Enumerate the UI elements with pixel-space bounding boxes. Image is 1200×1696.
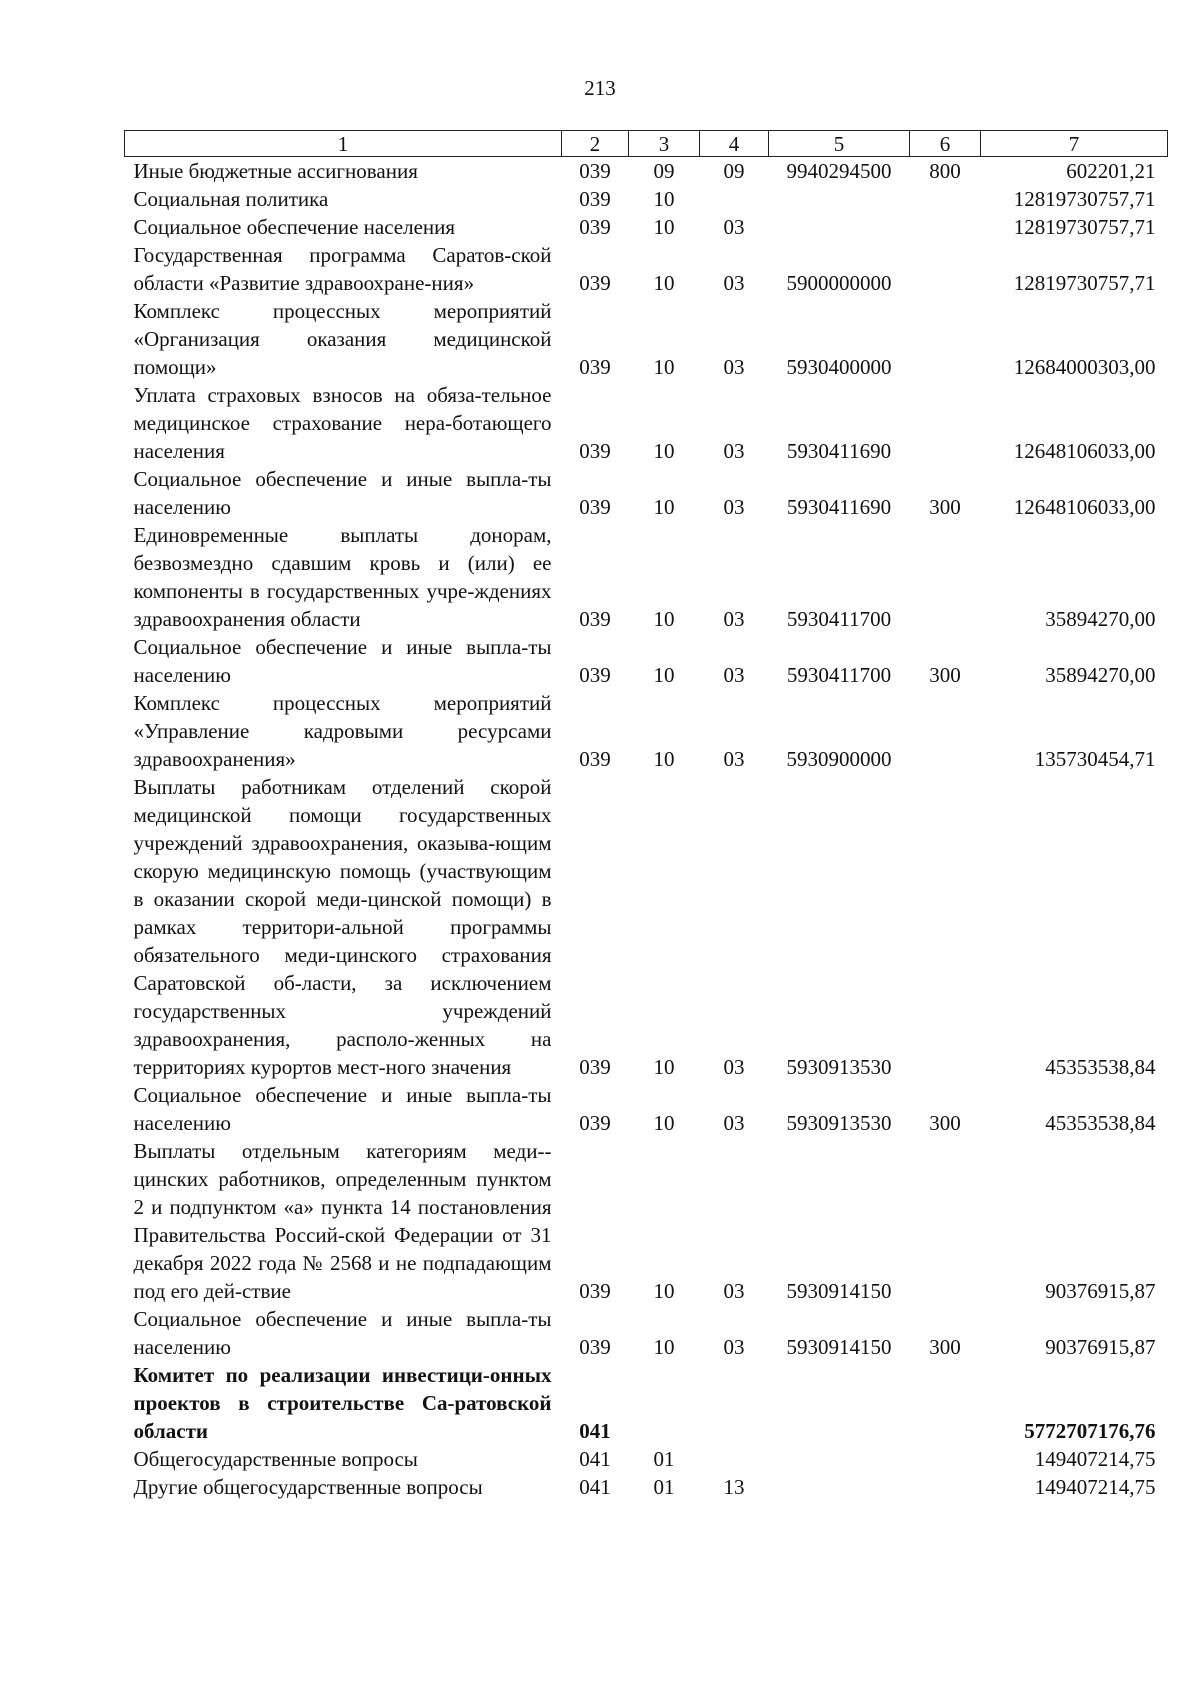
row-name-cell: Другие общегосударственные вопросы bbox=[133, 1475, 483, 1499]
column-header: 6 bbox=[910, 131, 981, 157]
amount-cell: 12819730757,71 bbox=[1013, 271, 1156, 295]
expense-type-cell bbox=[910, 1473, 981, 1501]
amount-cell: 35894270,00 bbox=[1045, 663, 1156, 687]
admin-code-cell: 039 bbox=[579, 1279, 611, 1303]
column-header: 1 bbox=[125, 131, 562, 157]
admin-code-cell: 041 bbox=[579, 1475, 611, 1499]
section-code-cell: 10 bbox=[653, 271, 675, 295]
admin-code-cell: 041 bbox=[579, 1419, 611, 1443]
admin-code-cell: 039 bbox=[579, 439, 611, 463]
admin-code-cell: 039 bbox=[579, 355, 611, 379]
table-row bbox=[125, 1473, 1168, 1501]
table-row bbox=[125, 1305, 1168, 1361]
subsection-code-cell: 03 bbox=[723, 271, 745, 295]
column-header: 3 bbox=[629, 131, 700, 157]
section-code-cell bbox=[629, 1361, 700, 1445]
table-row bbox=[125, 1361, 1168, 1445]
table-body bbox=[125, 157, 1168, 1502]
expense-type-cell bbox=[910, 521, 981, 633]
table-row bbox=[125, 381, 1168, 465]
section-code-cell: 10 bbox=[653, 747, 675, 771]
table-row bbox=[125, 185, 1168, 213]
admin-code-cell: 039 bbox=[579, 1111, 611, 1135]
target-code-cell: 5930914150 bbox=[786, 1279, 892, 1303]
subsection-code-cell: 03 bbox=[723, 1111, 745, 1135]
amount-cell: 12648106033,00 bbox=[1013, 439, 1156, 463]
row-name-cell: Комплекс процессных мероприятий «Управление кадровыми ресурсами здравоохранения» bbox=[133, 691, 552, 771]
amount-cell: 12819730757,71 bbox=[1013, 187, 1156, 211]
table-row bbox=[125, 157, 1168, 186]
amount-cell: 35894270,00 bbox=[1045, 607, 1156, 631]
expense-type-cell: 300 bbox=[929, 1111, 961, 1135]
row-name-cell: Выплаты работникам отделений скорой медицинской помощи государственных учреждений здравоохранения, оказыва-ющим скорую медицинскую помощь (участвующим в оказании скорой меди-цинской помощи) в рамках территори-альной программы обязательного меди-цинского страхования Саратовской об-ласти, за исключением государственных учреждений здравоохранения, располо-женных на территориях курортов мест-ного значения bbox=[133, 775, 552, 1079]
table-row bbox=[125, 689, 1168, 773]
table-row bbox=[125, 297, 1168, 381]
target-code-cell bbox=[769, 1473, 910, 1501]
table-row bbox=[125, 465, 1168, 521]
row-name-cell: Социальное обеспечение и иные выпла-ты населению bbox=[133, 1083, 552, 1135]
target-code-cell: 5930913530 bbox=[786, 1111, 892, 1135]
expense-type-cell bbox=[910, 773, 981, 1081]
expense-type-cell bbox=[910, 241, 981, 297]
section-code-cell: 10 bbox=[653, 215, 675, 239]
subsection-code-cell bbox=[700, 1361, 769, 1445]
target-code-cell: 5930914150 bbox=[786, 1335, 892, 1359]
admin-code-cell: 039 bbox=[579, 215, 611, 239]
table-row bbox=[125, 521, 1168, 633]
expense-type-cell bbox=[910, 185, 981, 213]
admin-code-cell: 041 bbox=[579, 1447, 611, 1471]
row-name-cell: Социальное обеспечение и иные выпла-ты населению bbox=[133, 635, 552, 687]
table-row bbox=[125, 1081, 1168, 1137]
expense-type-cell bbox=[910, 213, 981, 241]
amount-cell: 149407214,75 bbox=[1034, 1447, 1156, 1471]
table-row bbox=[125, 633, 1168, 689]
subsection-code-cell: 03 bbox=[723, 1055, 745, 1079]
table-row bbox=[125, 1137, 1168, 1305]
admin-code-cell: 039 bbox=[579, 271, 611, 295]
section-code-cell: 10 bbox=[653, 1279, 675, 1303]
expense-type-cell: 300 bbox=[929, 495, 961, 519]
subsection-code-cell: 03 bbox=[723, 215, 745, 239]
amount-cell: 12819730757,71 bbox=[1013, 215, 1156, 239]
target-code-cell: 5900000000 bbox=[786, 271, 892, 295]
amount-cell: 12684000303,00 bbox=[1013, 355, 1156, 379]
amount-cell: 45353538,84 bbox=[1045, 1055, 1156, 1079]
subsection-code-cell: 03 bbox=[723, 1335, 745, 1359]
row-name-cell: Социальное обеспечение и иные выпла-ты населению bbox=[133, 1307, 552, 1359]
section-code-cell: 10 bbox=[653, 355, 675, 379]
amount-cell: 602201,21 bbox=[1066, 159, 1156, 183]
target-code-cell: 9940294500 bbox=[786, 159, 892, 183]
table-row bbox=[125, 1445, 1168, 1473]
row-name-cell: Государственная программа Саратов-ской области «Развитие здравоохране-ния» bbox=[133, 243, 552, 295]
amount-cell: 45353538,84 bbox=[1045, 1111, 1156, 1135]
row-name-cell: Социальное обеспечение и иные выпла-ты населению bbox=[133, 467, 552, 519]
expense-type-cell bbox=[910, 381, 981, 465]
subsection-code-cell: 03 bbox=[723, 747, 745, 771]
expense-type-cell bbox=[910, 1137, 981, 1305]
target-code-cell: 5930411690 bbox=[786, 495, 892, 519]
subsection-code-cell: 03 bbox=[723, 495, 745, 519]
row-name-cell: Общегосударственные вопросы bbox=[133, 1447, 418, 1471]
target-code-cell: 5930411690 bbox=[786, 439, 892, 463]
admin-code-cell: 039 bbox=[579, 607, 611, 631]
section-code-cell: 10 bbox=[653, 607, 675, 631]
expense-type-cell: 800 bbox=[929, 159, 961, 183]
column-header: 5 bbox=[769, 131, 910, 157]
row-name-cell: Социальная политика bbox=[133, 187, 329, 211]
subsection-code-cell: 03 bbox=[723, 1279, 745, 1303]
section-code-cell: 10 bbox=[653, 1055, 675, 1079]
section-code-cell: 01 bbox=[653, 1475, 675, 1499]
column-header: 2 bbox=[562, 131, 629, 157]
amount-cell: 149407214,75 bbox=[1034, 1475, 1156, 1499]
row-name-cell: Единовременные выплаты донорам, безвозмездно сдавшим кровь и (или) ее компоненты в государственных учре-ждениях здравоохранения области bbox=[133, 523, 552, 631]
table-row bbox=[125, 241, 1168, 297]
section-code-cell: 10 bbox=[653, 1111, 675, 1135]
expense-type-cell bbox=[910, 1361, 981, 1445]
expense-type-cell: 300 bbox=[929, 663, 961, 687]
table-row bbox=[125, 213, 1168, 241]
row-name-cell: Иные бюджетные ассигнования bbox=[133, 159, 418, 183]
subsection-code-cell: 03 bbox=[723, 607, 745, 631]
target-code-cell: 5930400000 bbox=[786, 355, 892, 379]
expense-type-cell bbox=[910, 1445, 981, 1473]
section-code-cell: 10 bbox=[653, 1335, 675, 1359]
table-row bbox=[125, 773, 1168, 1081]
admin-code-cell: 039 bbox=[579, 1335, 611, 1359]
target-code-cell: 5930913530 bbox=[786, 1055, 892, 1079]
page-number: 213 bbox=[584, 76, 616, 100]
section-code-cell: 10 bbox=[653, 663, 675, 687]
target-code-cell: 5930411700 bbox=[786, 663, 892, 687]
target-code-cell: 5930411700 bbox=[786, 607, 892, 631]
target-code-cell bbox=[769, 1445, 910, 1473]
table-header-row bbox=[125, 131, 1168, 157]
column-header: 4 bbox=[700, 131, 769, 157]
subsection-code-cell: 03 bbox=[723, 355, 745, 379]
admin-code-cell: 039 bbox=[579, 159, 611, 183]
subsection-code-cell bbox=[700, 1445, 769, 1473]
subsection-code-cell: 09 bbox=[723, 159, 745, 183]
row-name-cell: Выплаты отдельным категориям меди-цинских работников, определенным пунктом 2 и подпунктом «а» пункта 14 постановления Правительства Россий-ской Федерации от 31 декабря 2022 года № 2568 и не подпадающим под его дей-ствие bbox=[133, 1139, 552, 1303]
subsection-code-cell: 03 bbox=[723, 663, 745, 687]
admin-code-cell: 039 bbox=[579, 1055, 611, 1079]
section-code-cell: 10 bbox=[653, 187, 675, 211]
target-code-cell bbox=[769, 185, 910, 213]
target-code-cell bbox=[769, 213, 910, 241]
subsection-code-cell bbox=[700, 185, 769, 213]
amount-cell: 135730454,71 bbox=[1034, 747, 1156, 771]
row-name-cell: Социальное обеспечение населения bbox=[133, 215, 456, 239]
column-header: 7 bbox=[981, 131, 1168, 157]
admin-code-cell: 039 bbox=[579, 663, 611, 687]
expense-type-cell: 300 bbox=[929, 1335, 961, 1359]
section-code-cell: 10 bbox=[653, 439, 675, 463]
section-code-cell: 01 bbox=[653, 1447, 675, 1471]
row-name-cell: Комплекс процессных мероприятий «Организация оказания медицинской помощи» bbox=[133, 299, 552, 379]
target-code-cell: 5930900000 bbox=[786, 747, 892, 771]
amount-cell: 12648106033,00 bbox=[1013, 495, 1156, 519]
amount-cell: 90376915,87 bbox=[1045, 1335, 1156, 1359]
amount-cell: 90376915,87 bbox=[1045, 1279, 1156, 1303]
row-name-cell: Комитет по реализации инвестици-онных проектов в строительстве Са-ратовской области bbox=[133, 1363, 552, 1443]
expense-type-cell bbox=[910, 297, 981, 381]
section-code-cell: 09 bbox=[653, 159, 675, 183]
admin-code-cell: 039 bbox=[579, 495, 611, 519]
admin-code-cell: 039 bbox=[579, 747, 611, 771]
subsection-code-cell: 03 bbox=[723, 439, 745, 463]
section-code-cell: 10 bbox=[653, 495, 675, 519]
budget-table bbox=[124, 130, 1168, 1501]
target-code-cell bbox=[769, 1361, 910, 1445]
subsection-code-cell: 13 bbox=[723, 1475, 745, 1499]
expense-type-cell bbox=[910, 689, 981, 773]
row-name-cell: Уплата страховых взносов на обяза-тельное медицинское страхование нера-ботающего населения bbox=[133, 383, 552, 463]
amount-cell: 5772707176,76 bbox=[1024, 1419, 1156, 1443]
admin-code-cell: 039 bbox=[579, 187, 611, 211]
